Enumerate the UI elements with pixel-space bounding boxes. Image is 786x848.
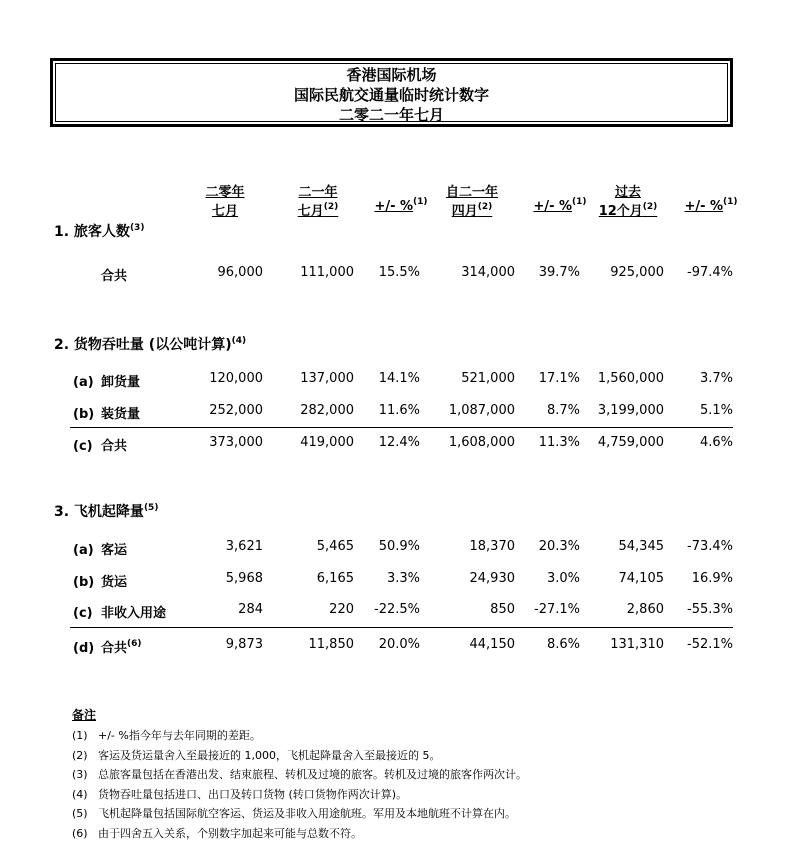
col2-header: [283, 181, 353, 219]
table-cell: 8.7%: [546, 403, 580, 418]
table-cell: 96,000: [217, 265, 263, 280]
table-cell: 5,465: [316, 539, 354, 554]
note-number: (1): [72, 729, 88, 742]
table-cell: 3.7%: [699, 371, 733, 386]
table-cell: 5,968: [225, 571, 263, 586]
table-cell: 9,873: [225, 637, 263, 652]
row-tag: (d): [73, 641, 95, 656]
table-cell: 3,621: [225, 539, 263, 554]
col1-header-top: 二零年: [205, 185, 245, 200]
row-name: 非收入用途: [101, 606, 167, 621]
row-label: [73, 571, 127, 590]
table-cell: 3.0%: [546, 571, 580, 586]
table-cell: 74,105: [618, 571, 664, 586]
table-cell: 373,000: [209, 435, 263, 450]
table-cell: -73.4%: [687, 539, 733, 554]
col4-header-top: 自二一年: [445, 185, 498, 200]
table-cell: 12.4%: [378, 435, 420, 450]
col6-footnote-ref: (2): [642, 202, 658, 212]
title-period: 二零二一年七月: [338, 106, 444, 124]
table-cell: -22.5%: [374, 602, 420, 617]
section-passengers-label: 1. 旅客人数: [54, 224, 130, 240]
note-text: 货物吞吐量包括进口、出口及转口货物 (转口货物作两次计算)。: [98, 787, 408, 801]
col2-header-top: 二一年: [298, 185, 338, 200]
col3-header-label: +/- %: [374, 199, 414, 214]
table-cell: 137,000: [300, 371, 354, 386]
note-item: [72, 727, 261, 743]
table-cell: -97.4%: [687, 265, 733, 280]
col3-header: [366, 199, 436, 214]
table-cell: 20.3%: [538, 539, 580, 554]
row-name: 客运: [101, 543, 128, 558]
col4-header-bottom: 四月: [451, 204, 478, 219]
note-number: (2): [72, 748, 88, 762]
table-cell: 20.0%: [378, 637, 420, 652]
table-cell: 11,850: [308, 637, 354, 652]
note-number: (4): [72, 787, 88, 801]
table-cell: 925,000: [610, 265, 664, 280]
table-cell: 39.7%: [538, 265, 580, 280]
movements-total-rule: [70, 627, 733, 628]
col1-header: [190, 181, 260, 219]
table-cell: 50.9%: [378, 539, 420, 554]
row-tag: (b): [73, 575, 95, 590]
note-text: +/- %指今年与去年同期的差距。: [98, 729, 261, 742]
table-cell: 850: [490, 602, 515, 617]
col1-header-bottom: 七月: [211, 204, 238, 219]
note-item: [72, 805, 516, 821]
cargo-total-rule: [70, 427, 733, 428]
table-cell: -55.3%: [687, 602, 733, 617]
note-item: [72, 786, 407, 802]
table-cell: 1,560,000: [597, 371, 664, 386]
row-footnote-ref: (6): [127, 639, 142, 649]
section-passengers-title: [54, 221, 144, 241]
table-cell: 8.6%: [546, 637, 580, 652]
table-cell: 2,860: [626, 602, 664, 617]
table-cell: 11.6%: [378, 403, 420, 418]
row-label: [73, 403, 140, 422]
row-tag: (c): [73, 606, 93, 621]
table-cell: 4,759,000: [597, 435, 664, 450]
col7-header: [676, 199, 746, 214]
title-airport: 香港国际机场: [346, 66, 437, 84]
table-cell: -52.1%: [687, 637, 733, 652]
section-passengers-footnote-ref: (3): [129, 223, 145, 233]
note-item: [72, 766, 527, 782]
section-cargo-title: [54, 334, 246, 354]
section-cargo-label: 2. 货物吞吐量 (以公吨计算): [54, 337, 232, 353]
section-movements-label: 3. 飞机起降量: [54, 504, 144, 520]
table-cell: 111,000: [300, 265, 354, 280]
col3-footnote-ref: (1): [413, 197, 428, 207]
row-name: 装货量: [101, 407, 141, 422]
row-label: [73, 435, 127, 454]
col7-footnote-ref: (1): [723, 197, 738, 207]
section-movements-title: [54, 501, 158, 521]
note-number: (3): [72, 768, 88, 782]
table-cell: 220: [329, 602, 354, 617]
table-cell: 6,165: [316, 571, 354, 586]
row-name: 卸货量: [101, 375, 141, 390]
col5-header: [525, 199, 595, 214]
table-cell: 15.5%: [378, 265, 420, 280]
col6-header: [590, 181, 666, 219]
table-cell: 521,000: [461, 371, 515, 386]
table-cell: 18,370: [469, 539, 515, 554]
table-cell: 44,150: [469, 637, 515, 652]
title-box: [50, 58, 733, 127]
title-report: 国际民航交通量临时统计数字: [293, 86, 489, 104]
table-cell: 284: [238, 602, 263, 617]
row-name: 货运: [101, 575, 128, 590]
note-text: 由于四舍五入关系，个别数字加起来可能与总数不符。: [98, 827, 362, 840]
row-tag: (c): [73, 439, 93, 454]
notes-heading: [72, 706, 96, 723]
table-cell: 120,000: [209, 371, 263, 386]
table-cell: 1,087,000: [448, 403, 515, 418]
section-cargo-footnote-ref: (4): [231, 336, 247, 346]
row-tag: (b): [73, 407, 95, 422]
note-number: (6): [72, 827, 88, 840]
table-cell: 3,199,000: [597, 403, 664, 418]
col6-header-top: 过去: [614, 185, 641, 200]
row-label: [73, 602, 166, 621]
table-cell: 3.3%: [386, 571, 420, 586]
table-cell: 11.3%: [538, 435, 580, 450]
row-label: [73, 637, 142, 656]
table-cell: 4.6%: [699, 435, 733, 450]
table-cell: 1,608,000: [448, 435, 515, 450]
table-cell: 282,000: [300, 403, 354, 418]
row-tag: (a): [73, 375, 94, 390]
table-cell: 16.9%: [691, 571, 733, 586]
col5-header-label: +/- %: [533, 199, 573, 214]
col2-footnote-ref: (2): [323, 202, 339, 212]
table-cell: 131,310: [610, 637, 664, 652]
table-cell: 5.1%: [699, 403, 733, 418]
table-cell: 24,930: [469, 571, 515, 586]
row-label: [73, 371, 140, 390]
note-item: [72, 747, 440, 763]
notes-heading-label: 备注: [72, 708, 97, 722]
note-number: (5): [72, 807, 88, 821]
table-cell: 252,000: [209, 403, 263, 418]
row-label: [73, 265, 127, 284]
col4-header: [432, 181, 512, 219]
row-name: 合共: [101, 269, 128, 284]
table-cell: -27.1%: [534, 602, 580, 617]
section-movements-footnote-ref: (5): [143, 503, 159, 513]
table-cell: 419,000: [300, 435, 354, 450]
col4-footnote-ref: (2): [477, 202, 493, 212]
table-cell: 14.1%: [378, 371, 420, 386]
table-cell: 314,000: [461, 265, 515, 280]
row-label: [73, 539, 127, 558]
note-item: [72, 825, 362, 841]
note-text: 飞机起降量包括国际航空客运、货运及非收入用途航班。军用及本地航班不计算在内。: [98, 807, 516, 821]
row-tag: (a): [73, 543, 94, 558]
col2-header-bottom: 七月: [297, 204, 324, 219]
col7-header-label: +/- %: [684, 199, 724, 214]
table-cell: 17.1%: [538, 371, 580, 386]
col6-header-bottom: 12个月: [598, 204, 643, 219]
table-cell: 54,345: [618, 539, 664, 554]
row-name: 合共: [101, 439, 128, 454]
note-text: 总旅客量包括在香港出发、结束旅程、转机及过境的旅客。转机及过境的旅客作两次计。: [98, 768, 527, 782]
row-name: 合共: [101, 641, 128, 656]
note-text: 客运及货运量舍入至最接近的 1,000，飞机起降量舍入至最接近的 5。: [98, 748, 441, 762]
col5-footnote-ref: (1): [572, 197, 587, 207]
